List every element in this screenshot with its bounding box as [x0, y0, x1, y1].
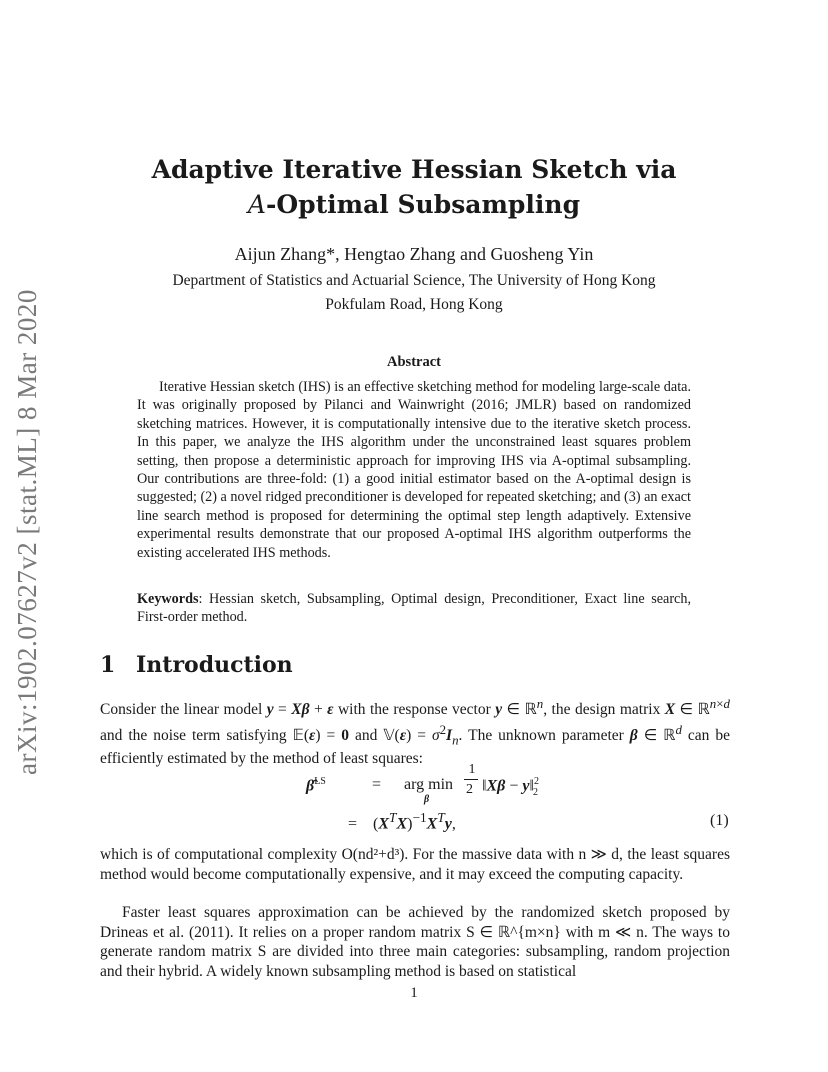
- intro-text: , the design matrix: [543, 701, 665, 719]
- page-number: 1: [410, 985, 418, 1001]
- arxiv-identifier: arXiv:1902.07627v2 [stat.ML] 8 Mar 2020: [12, 289, 42, 775]
- keywords-label: Keywords: [137, 591, 199, 607]
- equation-line-2: = $(X^TX)^{-1}X^Ty$,: [348, 810, 456, 833]
- section-number: 1: [100, 652, 116, 678]
- title-italic-a: A: [247, 190, 266, 219]
- abstract-text: Iterative Hessian sketch (IHS) is an effective sketching method for modeling large-scale data. It was originally proposed by Pilanci and Wainwright (2016; JMLR) based on randomized sketching matrices. However, it is computationally intensive due to the iterative sketch process. In this paper, we analyze the IHS algorithm under the unconstrained least squares problem setting, then propose a deterministic approach for improving IHS via A-optimal subsampling. Our contributions are three-fold: (1) a good initial estimator based on the A-optimal design is suggested; (2) a novel ridged preconditioner is developed for repeated sketching; and (3) an exact line search method is proposed for determining the optimal step length adaptively. Extensive experimental results demonstrate that our proposed A-optimal IHS algorithm outperforms the existing accelerated IHS methods.: [137, 379, 691, 561]
- intro-paragraph-3-text: Faster least squares approximation can be achieved by the randomized sketch proposed by Drineas et al. (2011). It relies on a proper random matrix S ∈ ℝ^{m×n} with m ≪ n. The ways to generate random matrix S are divided into three main categories: subsampling, random projection and their hybrid. A widely known subsampling method is based on statistical: [100, 904, 730, 980]
- intro-paragraph-2: [100, 845, 730, 884]
- keywords: [137, 590, 691, 627]
- title-line-1: Adaptive Iterative Hessian Sketch via: [151, 155, 677, 184]
- equation-line-1: β̂$^{LS}$ = arg min β 1 2 ‖Xβ − y‖$^2_2$: [306, 762, 540, 805]
- intro-text: . The unknown parameter: [458, 726, 630, 744]
- section-title: Introduction: [136, 652, 293, 678]
- affiliation-line-2: Pokfulam Road, Hong Kong: [325, 296, 503, 313]
- intro-text: Consider the linear model: [100, 701, 267, 719]
- keywords-text: : Hessian sketch, Subsampling, Optimal design, Preconditioner, Exact line search, First-order method.: [137, 591, 691, 626]
- intro-paragraph-2-text: which is of computational complexity O(nd²+d³). For the massive data with n ≫ d, the least squares method would become computationally expensive, and it may exceed the computing capacity.: [100, 846, 730, 883]
- author-list: Aijun Zhang*, Hengtao Zhang and Guosheng Yin: [234, 244, 594, 264]
- intro-text: with the response vector: [333, 701, 496, 719]
- abstract-heading: Abstract: [387, 354, 441, 370]
- intro-text: and: [349, 726, 384, 744]
- paper-title: [100, 152, 728, 222]
- abstract-body: [137, 378, 691, 562]
- equation-number: (1): [710, 812, 729, 829]
- intro-paragraph-1: Consider the linear model y = Xβ + ε with the response vector y ∈ ℝ$^n$, the design matrix X ∈ ℝ$^{n\times d}$ and the noise term satisfying 𝔼(ε) = 0 and 𝕍(ε) = $\sigma^2I_n$. The unknown parameter β ∈ ℝ$^d$ can be efficiently estimated by the method of least squares:: [100, 696, 731, 768]
- intro-text: and the noise term satisfying: [100, 726, 293, 744]
- intro-text: can be efficiently estimated by the method of least squares:: [100, 726, 731, 768]
- affiliation-line-1: Department of Statistics and Actuarial Science, The University of Hong Kong: [172, 272, 656, 289]
- intro-paragraph-3: [100, 903, 730, 981]
- section-heading: [100, 652, 293, 678]
- title-line-2: [100, 187, 728, 222]
- title-line-2-rest: -Optimal Subsampling: [265, 190, 581, 219]
